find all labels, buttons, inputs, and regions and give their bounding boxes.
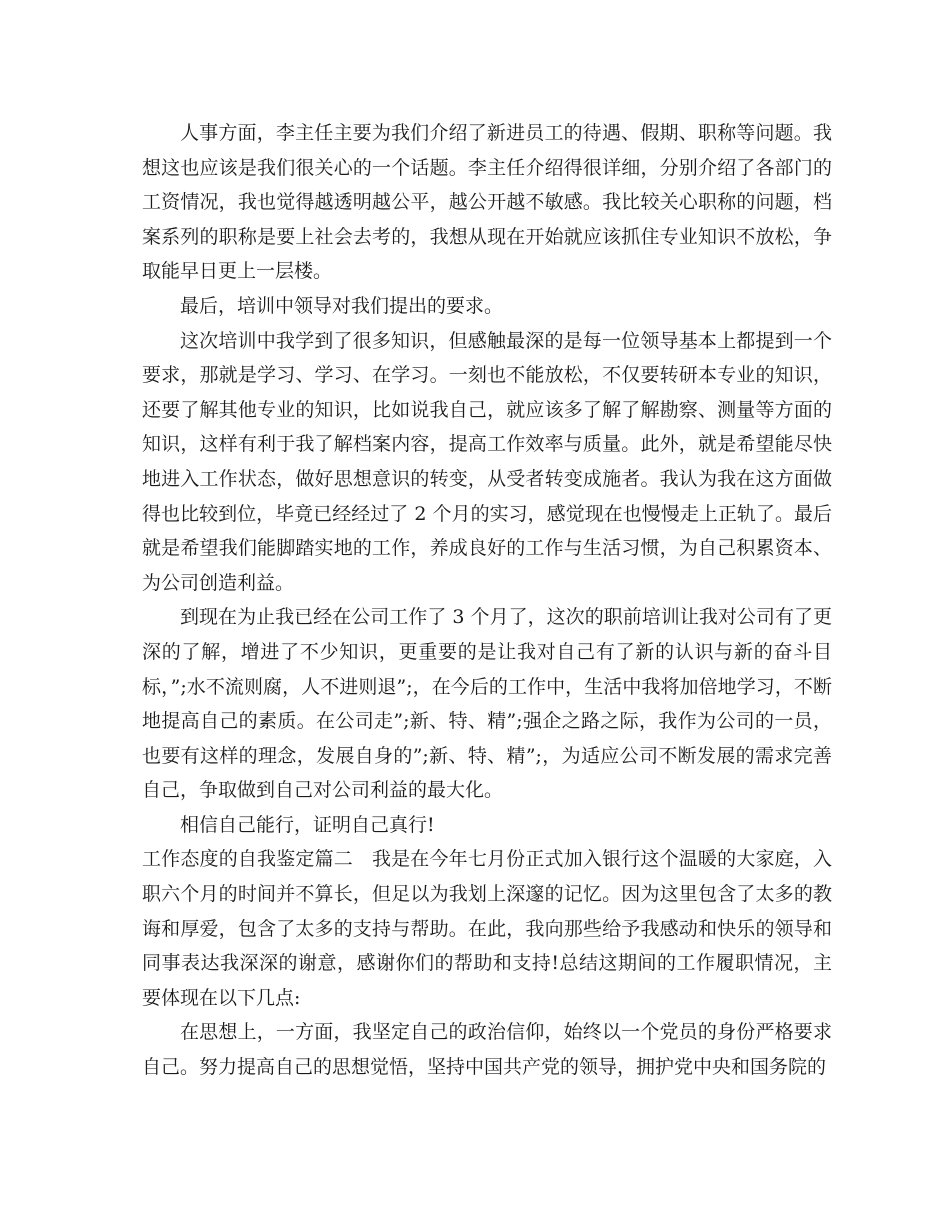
section-two-intro: 我是在今年七月份正式加入银行这个温暖的大家庭，入职六个月的时间并不算长，但足以为我划上深邃的记忆。因为这里包含了太多的教诲和厚爱，包含了太多的支持与帮助。在此，我向那些给予我感动和快乐的领导和同事表达我深深的谢意，感谢你们的帮助和支持!总结这期间的工作履职情况，主要体现在以下几点:	[142, 848, 832, 1009]
document-body	[142, 116, 832, 1085]
paragraph-believe: 相信自己能行，证明自己真行!	[180, 813, 435, 836]
section-two-paragraph	[142, 842, 832, 1015]
paragraph-personnel: 人事方面，李主任主要为我们介绍了新进员工的待遇、假期、职称等问题。我想这也应该是我们很关心的一个话题。李主任介绍得很详细，分别介绍了各部门的工资情况，我也觉得越透明越公平，越公开越不敏感。我比较关心职称的问题，档案系列的职称是要上社会去考的，我想从现在开始就应该抓住专业知识不放松，争取能早日更上一层楼。	[142, 122, 832, 283]
section-heading: 工作态度的自我鉴定篇二	[142, 848, 353, 871]
paragraph-three-months: 到现在为止我已经在公司工作了 3 个月了，这次的职前培训让我对公司有了更深的了解，增进了不少知识，更重要的是让我对自己有了新的认识与新的奋斗目标，”;水不流则腐，人不进则退”;，在今后的工作中，生活中我将加倍地学习，不断地提高自己的素质。在公司走”;新、特、精”;强企之路之际，我作为公司的一员，也要有这样的理念，发展自身的”;新、特、精”;，为适应公司不断发展的需求完善自己，争取做到自己对公司利益的最大化。	[142, 606, 832, 802]
paragraph-requirements-intro: 最后，培训中领导对我们提出的要求。	[180, 294, 504, 317]
paragraph-ideology: 在思想上，一方面，我坚定自己的政治信仰，始终以一个党员的身份严格要求自己。努力提高自己的思想觉悟，坚持中国共产党的领导，拥护党中央和国务院的	[142, 1021, 832, 1079]
paragraph-training-lessons: 这次培训中我学到了很多知识，但感触最深的是每一位领导基本上都提到一个要求，那就是学习、学习、在学习。一刻也不能放松，不仅要转研本专业的知识，还要了解其他专业的知识，比如说我自己，就应该多了解了解勘察、测量等方面的知识，这样有利于我了解档案内容，提高工作效率与质量。此外，就是希望能尽快地进入工作状态，做好思想意识的转变，从受者转变成施者。我认为我在这方面做得也比较到位，毕竟已经经过了 2 个月的实习，感觉现在也慢慢走上正轨了。最后就是希望我们能脚踏实地的工作，养成良好的工作与生活习惯，为自己积累资本、为公司创造利益。	[142, 329, 832, 594]
